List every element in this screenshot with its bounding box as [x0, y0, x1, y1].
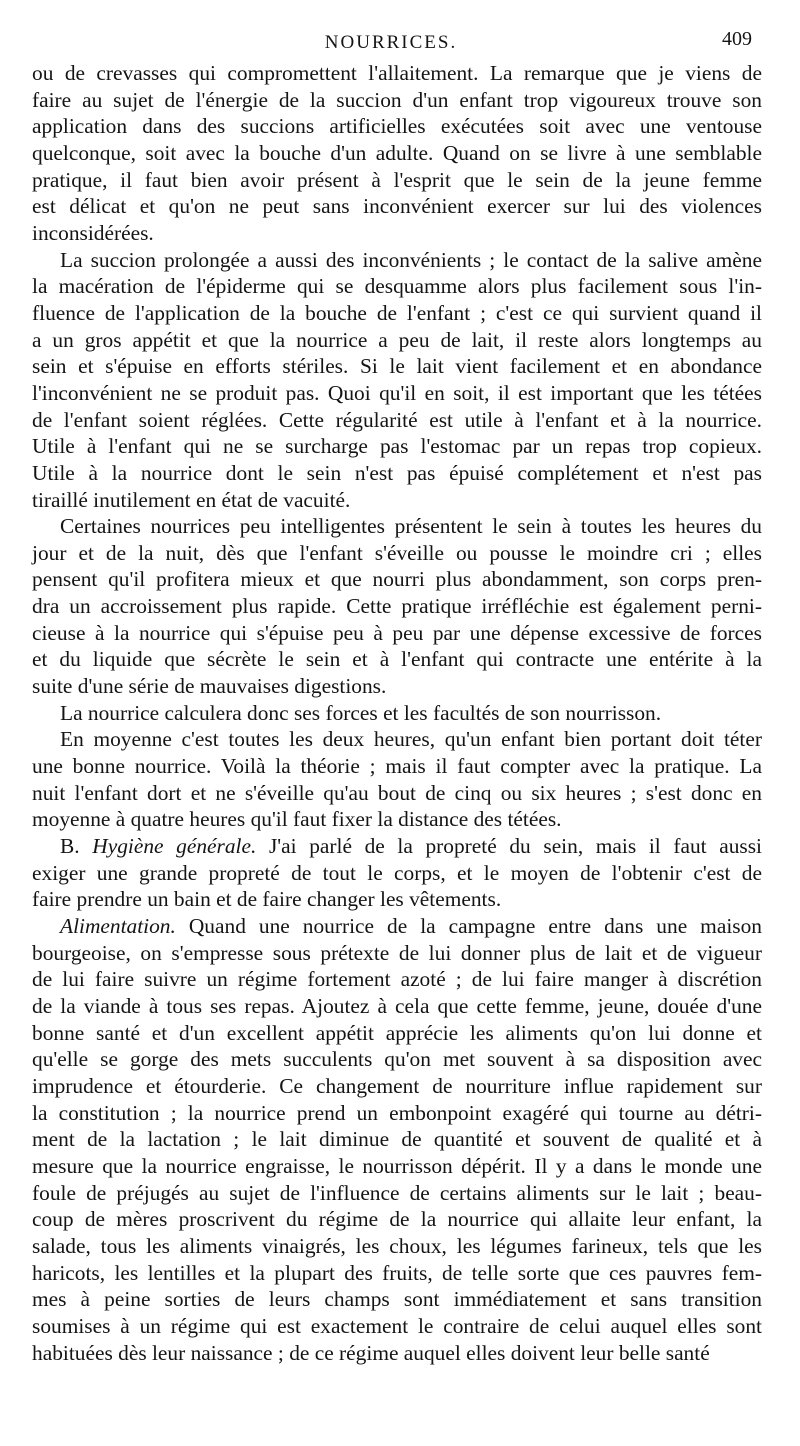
text-line [32, 913, 762, 940]
line-text: mes à peine sorties de leurs champs sont immédiatement et sans transition [32, 1287, 762, 1312]
line-text: faire au sujet de l'énergie de la succion d'un enfant trop vigoureux trouve son [32, 87, 762, 112]
text-line [32, 833, 762, 860]
line-text: ou de crevasses qui compromettent l'allaitement. La remarque que je viens de [32, 61, 762, 85]
line-text: la constitution ; la nourrice prend un embonpoint exagéré qui tourne au détri- [32, 1100, 762, 1125]
line-text: pensent qu'il profitera mieux et que nourri plus abondamment, son corps pren- [32, 567, 762, 592]
line-text: bonne santé et d'un excellent appétit apprécie les aliments qu'on lui donne et [32, 1020, 762, 1045]
text-line [32, 1260, 762, 1287]
page-number: 409 [722, 28, 752, 50]
text-line [32, 193, 762, 220]
line-text: ment de la lactation ; le lait diminue de quantité et souvent de qualité et à [32, 1127, 762, 1152]
text-line [32, 1313, 762, 1340]
text-line [32, 593, 762, 620]
paragraph [32, 913, 762, 1366]
text-line [32, 113, 762, 140]
paragraph [32, 247, 762, 514]
text-line [32, 700, 762, 727]
line-text: l'inconvénient ne se produit pas. Quoi qu'il en soit, il est important que les tétées [32, 380, 762, 405]
line-text: pratique, il faut bien avoir présent à l'esprit que le sein de la jeune femme [32, 167, 762, 192]
text-line [32, 806, 762, 833]
text-line [32, 540, 762, 567]
body-text [32, 60, 762, 1366]
text-line [32, 433, 762, 460]
line-text: de la viande à tous ses repas. Ajoutez à cela que cette femme, jeune, douée d'une [32, 993, 762, 1018]
line-text: dra un accroissement plus rapide. Cette pratique irréfléchie est également perni- [32, 594, 762, 619]
line-text: est délicat et qu'on ne peut sans inconvénient exercer sur lui des violences [32, 194, 762, 219]
text-line [32, 993, 762, 1020]
line-text: quelconque, soit avec la bouche d'un adulte. Quand on se livre à une semblable [32, 140, 762, 165]
line-text: de l'enfant soient réglées. Cette régularité est utile à l'enfant et à la nourrice. [32, 407, 762, 432]
line-text: La nourrice calculera donc ses forces et les facultés de son nourrisson. [60, 700, 662, 725]
line-text: jour et de la nuit, dès que l'enfant s'éveille ou pousse le moindre cri ; elles [32, 540, 762, 565]
line-text: La succion prolongée a aussi des inconvénients ; le contact de la salive amène [60, 247, 762, 272]
text-line [32, 1340, 762, 1367]
text-line [32, 1286, 762, 1313]
line-text: Certaines nourrices peu intelligentes présentent le sein à toutes les heures du [60, 514, 762, 539]
line-text: coup de mères proscrivent du régime de la nourrice qui allaite leur enfant, la [32, 1207, 762, 1232]
line-text: J'ai parlé de la propreté du sein, mais il faut aussi [268, 834, 762, 859]
text-line [32, 1020, 762, 1047]
text-line [32, 1126, 762, 1153]
text-line [32, 886, 762, 913]
text-line [32, 407, 762, 434]
text-line [32, 380, 762, 407]
text-line [32, 140, 762, 167]
line-text: haricots, les lentilles et la plupart des fruits, de telle sorte que ces pauvres fem- [32, 1260, 762, 1285]
line-text: habituées dès leur naissance ; de ce régime auquel elles doivent leur belle santé [32, 1340, 710, 1365]
text-line [32, 646, 762, 673]
text-line [32, 1046, 762, 1073]
text-line [32, 60, 762, 87]
text-line [32, 513, 762, 540]
line-text: moyenne à quatre heures qu'il faut fixer la distance des tétées. [32, 807, 562, 832]
line-text: qu'elle se gorge des mets succulents qu'on met souvent à sa disposition avec [32, 1047, 762, 1072]
text-line [32, 1233, 762, 1260]
text-line [32, 1206, 762, 1233]
line-text: Utile à l'enfant qui ne se surcharge pas l'estomac par un repas trop copieux. [32, 434, 762, 459]
text-line [32, 1180, 762, 1207]
line-text: Quand une nourrice de la campagne entre dans une maison [188, 914, 762, 938]
section-letter: B. [60, 834, 93, 859]
text-line [32, 487, 762, 514]
line-text: En moyenne c'est toutes les deux heures, qu'un enfant bien portant doit téter [60, 727, 762, 752]
text-line [32, 1153, 762, 1180]
page-header [30, 24, 752, 58]
line-text: et du liquide que sécrète le sein et à l'enfant qui contracte une entérite à la [32, 647, 762, 672]
text-line [32, 460, 762, 487]
line-text: mesure que la nourrice engraisse, le nourrisson dépérit. Il y a dans le monde une [32, 1153, 762, 1178]
text-line [32, 966, 762, 993]
line-text: foule de préjugés au sujet de l'influence de certains aliments sur le lait ; beau- [32, 1180, 762, 1205]
text-line [32, 1073, 762, 1100]
line-text: suite d'une série de mauvaises digestions. [32, 674, 387, 699]
line-text: fluence de l'application de la bouche de l'enfant ; c'est ce qui survient quand il [32, 300, 762, 325]
paragraph [32, 513, 762, 700]
line-text: tiraillé inutilement en état de vacuité. [32, 487, 351, 512]
text-line [32, 87, 762, 114]
paragraph [32, 60, 762, 247]
line-text: soumises à un régime qui est exactement le contraire de celui auquel elles sont [32, 1313, 762, 1338]
text-line [32, 726, 762, 753]
line-text: cieuse à la nourrice qui s'épuise peu à peu par une dépense excessive de forces [32, 620, 762, 645]
text-line [32, 566, 762, 593]
line-text: une bonne nourrice. Voilà la théorie ; mais il faut compter avec la pratique. La [32, 754, 762, 779]
line-text: bourgeoise, on s'empresse sous prétexte de lui donner plus de lait et de vigueur [32, 940, 762, 965]
text-line [32, 327, 762, 354]
line-text: exiger une grande propreté de tout le corps, et le moyen de l'obtenir c'est de [32, 860, 762, 885]
text-line [32, 860, 762, 887]
text-line [32, 273, 762, 300]
text-line [32, 673, 762, 700]
paragraph [32, 700, 762, 727]
text-line [32, 167, 762, 194]
text-line [32, 753, 762, 780]
text-line [32, 247, 762, 274]
line-text: la macération de l'épiderme qui se desquamme alors plus facilement sous l'in- [32, 274, 762, 299]
text-line [32, 620, 762, 647]
line-text: Utile à la nourrice dont le sein n'est pas épuisé complétement et n'est pas [32, 460, 762, 485]
line-text: salade, tous les aliments vinaigrés, les choux, les légumes farineux, tels que les [32, 1233, 762, 1258]
line-text: application dans des succions artificielles exécutées soit avec une ventouse [32, 114, 762, 139]
text-line [32, 780, 762, 807]
text-line [32, 940, 762, 967]
text-line [32, 1100, 762, 1127]
paragraph [32, 833, 762, 913]
line-text: sein et s'épuise en efforts stériles. Si le lait vient facilement et en abondance [32, 354, 762, 379]
line-text: imprudence et étourderie. Ce changement de nourriture influe rapidement sur [32, 1073, 762, 1098]
line-text: a un gros appétit et que la nourrice a peu de lait, il reste alors longtemps au [32, 327, 762, 352]
section-heading: Hygiène générale. [92, 834, 257, 859]
text-line [32, 220, 762, 247]
text-line [32, 300, 762, 327]
line-text: faire prendre un bain et de faire changer les vêtements. [32, 887, 502, 912]
line-text: de lui faire suivre un régime fortement azoté ; de lui faire manger à discrétion [32, 967, 762, 992]
line-text: nuit l'enfant dort et ne s'éveille qu'au bout de cinq ou six heures ; s'est donc en [32, 780, 762, 805]
paragraph [32, 726, 762, 833]
running-title: NOURRICES. [324, 32, 458, 53]
section-heading: Alimentation. [60, 914, 176, 938]
text-line [32, 353, 762, 380]
line-text: inconsidérées. [32, 220, 154, 245]
